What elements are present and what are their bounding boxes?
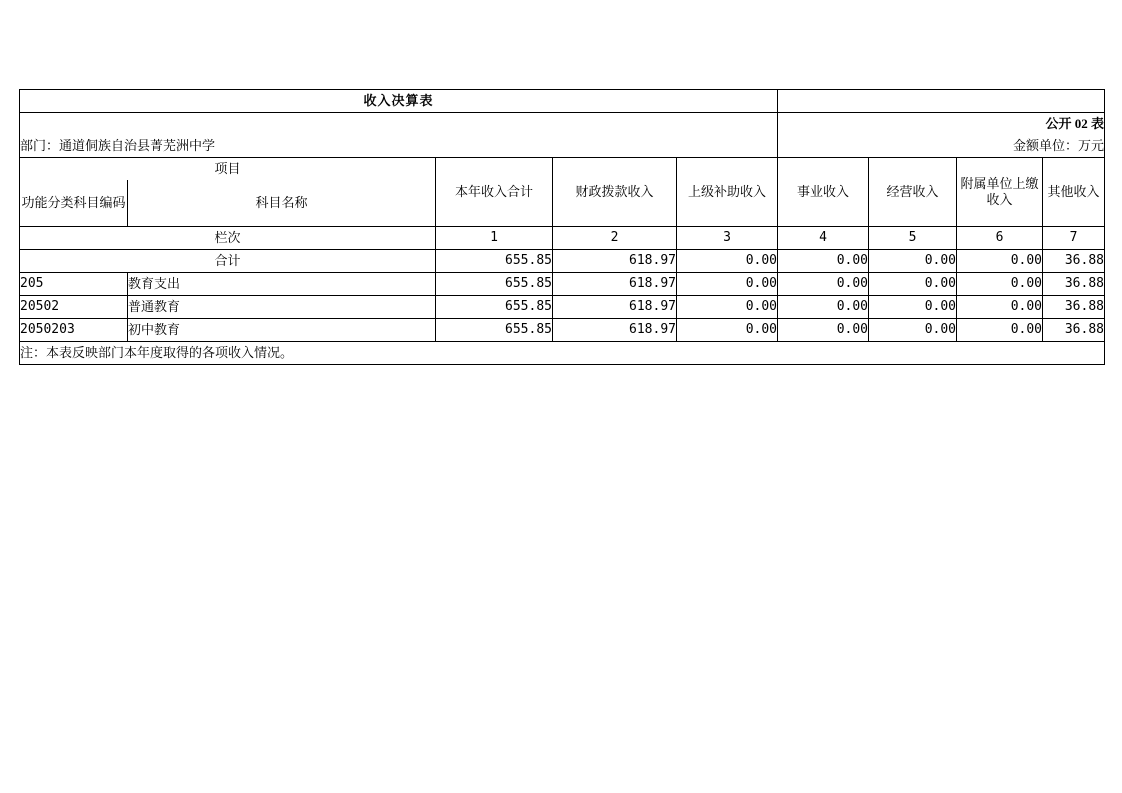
form-number-spacer: [20, 113, 778, 136]
row-value-7: 36.88: [1043, 319, 1105, 342]
table-row: [20, 273, 1105, 296]
col-header-5: 附属单位上缴收入: [957, 158, 1043, 227]
col-header-4: 经营收入: [869, 158, 957, 227]
row-value-1: 655.85: [436, 319, 553, 342]
row-name: 普通教育: [128, 296, 436, 319]
total-value-7: 36.88: [1043, 250, 1105, 273]
department-row: [20, 135, 1105, 158]
col-header-0: 本年收入合计: [436, 158, 553, 227]
row-value-2: 618.97: [553, 296, 677, 319]
row-value-1: 655.85: [436, 296, 553, 319]
column-number-row: [20, 227, 1105, 250]
total-value-1: 655.85: [436, 250, 553, 273]
col-header-3: 事业收入: [778, 158, 869, 227]
column-number-7: 7: [1043, 227, 1105, 250]
row-value-6: 0.00: [957, 319, 1043, 342]
row-value-5: 0.00: [869, 273, 957, 296]
col-header-subject-name: 科目名称: [128, 180, 436, 227]
row-code: 20502: [20, 296, 128, 319]
row-value-3: 0.00: [677, 319, 778, 342]
row-value-4: 0.00: [778, 319, 869, 342]
form-number: 公开 02 表: [778, 113, 1105, 136]
row-value-6: 0.00: [957, 296, 1043, 319]
income-table: [19, 89, 1105, 365]
group-header-row: [20, 158, 1105, 181]
column-number-6: 6: [957, 227, 1043, 250]
row-value-7: 36.88: [1043, 273, 1105, 296]
group-header-xiangmu: 项目: [20, 158, 436, 181]
row-value-5: 0.00: [869, 296, 957, 319]
row-value-2: 618.97: [553, 319, 677, 342]
title-spacer: [778, 90, 1105, 113]
row-value-3: 0.00: [677, 273, 778, 296]
column-number-2: 2: [553, 227, 677, 250]
form-number-row: [20, 113, 1105, 136]
title-row: [20, 90, 1105, 113]
table-note: 注：本表反映部门本年度取得的各项收入情况。: [20, 342, 1105, 365]
total-value-5: 0.00: [869, 250, 957, 273]
column-number-4: 4: [778, 227, 869, 250]
page-title: 收入决算表: [20, 90, 778, 113]
income-final-accounts-sheet: [19, 89, 1104, 365]
table-row: [20, 296, 1105, 319]
row-code: 2050203: [20, 319, 128, 342]
row-label-total: 合计: [20, 250, 436, 273]
column-number-3: 3: [677, 227, 778, 250]
row-code: 205: [20, 273, 128, 296]
table-row-total: [20, 250, 1105, 273]
row-value-2: 618.97: [553, 273, 677, 296]
department-label: 部门：通道侗族自治县菁芜洲中学: [20, 135, 778, 158]
row-name: 教育支出: [128, 273, 436, 296]
row-value-5: 0.00: [869, 319, 957, 342]
row-value-1: 655.85: [436, 273, 553, 296]
row-value-7: 36.88: [1043, 296, 1105, 319]
row-name: 初中教育: [128, 319, 436, 342]
note-row: [20, 342, 1105, 365]
row-value-4: 0.00: [778, 296, 869, 319]
row-value-3: 0.00: [677, 296, 778, 319]
column-number-5: 5: [869, 227, 957, 250]
total-value-6: 0.00: [957, 250, 1043, 273]
col-header-6: 其他收入: [1043, 158, 1105, 227]
total-value-4: 0.00: [778, 250, 869, 273]
row-value-4: 0.00: [778, 273, 869, 296]
total-value-3: 0.00: [677, 250, 778, 273]
column-number-1: 1: [436, 227, 553, 250]
total-value-2: 618.97: [553, 250, 677, 273]
row-label-lanci: 栏次: [20, 227, 436, 250]
col-header-func-code: 功能分类科目编码: [20, 180, 128, 227]
amount-unit-label: 金额单位：万元: [778, 135, 1105, 158]
row-value-6: 0.00: [957, 273, 1043, 296]
col-header-2: 上级补助收入: [677, 158, 778, 227]
table-row: [20, 319, 1105, 342]
col-header-1: 财政拨款收入: [553, 158, 677, 227]
